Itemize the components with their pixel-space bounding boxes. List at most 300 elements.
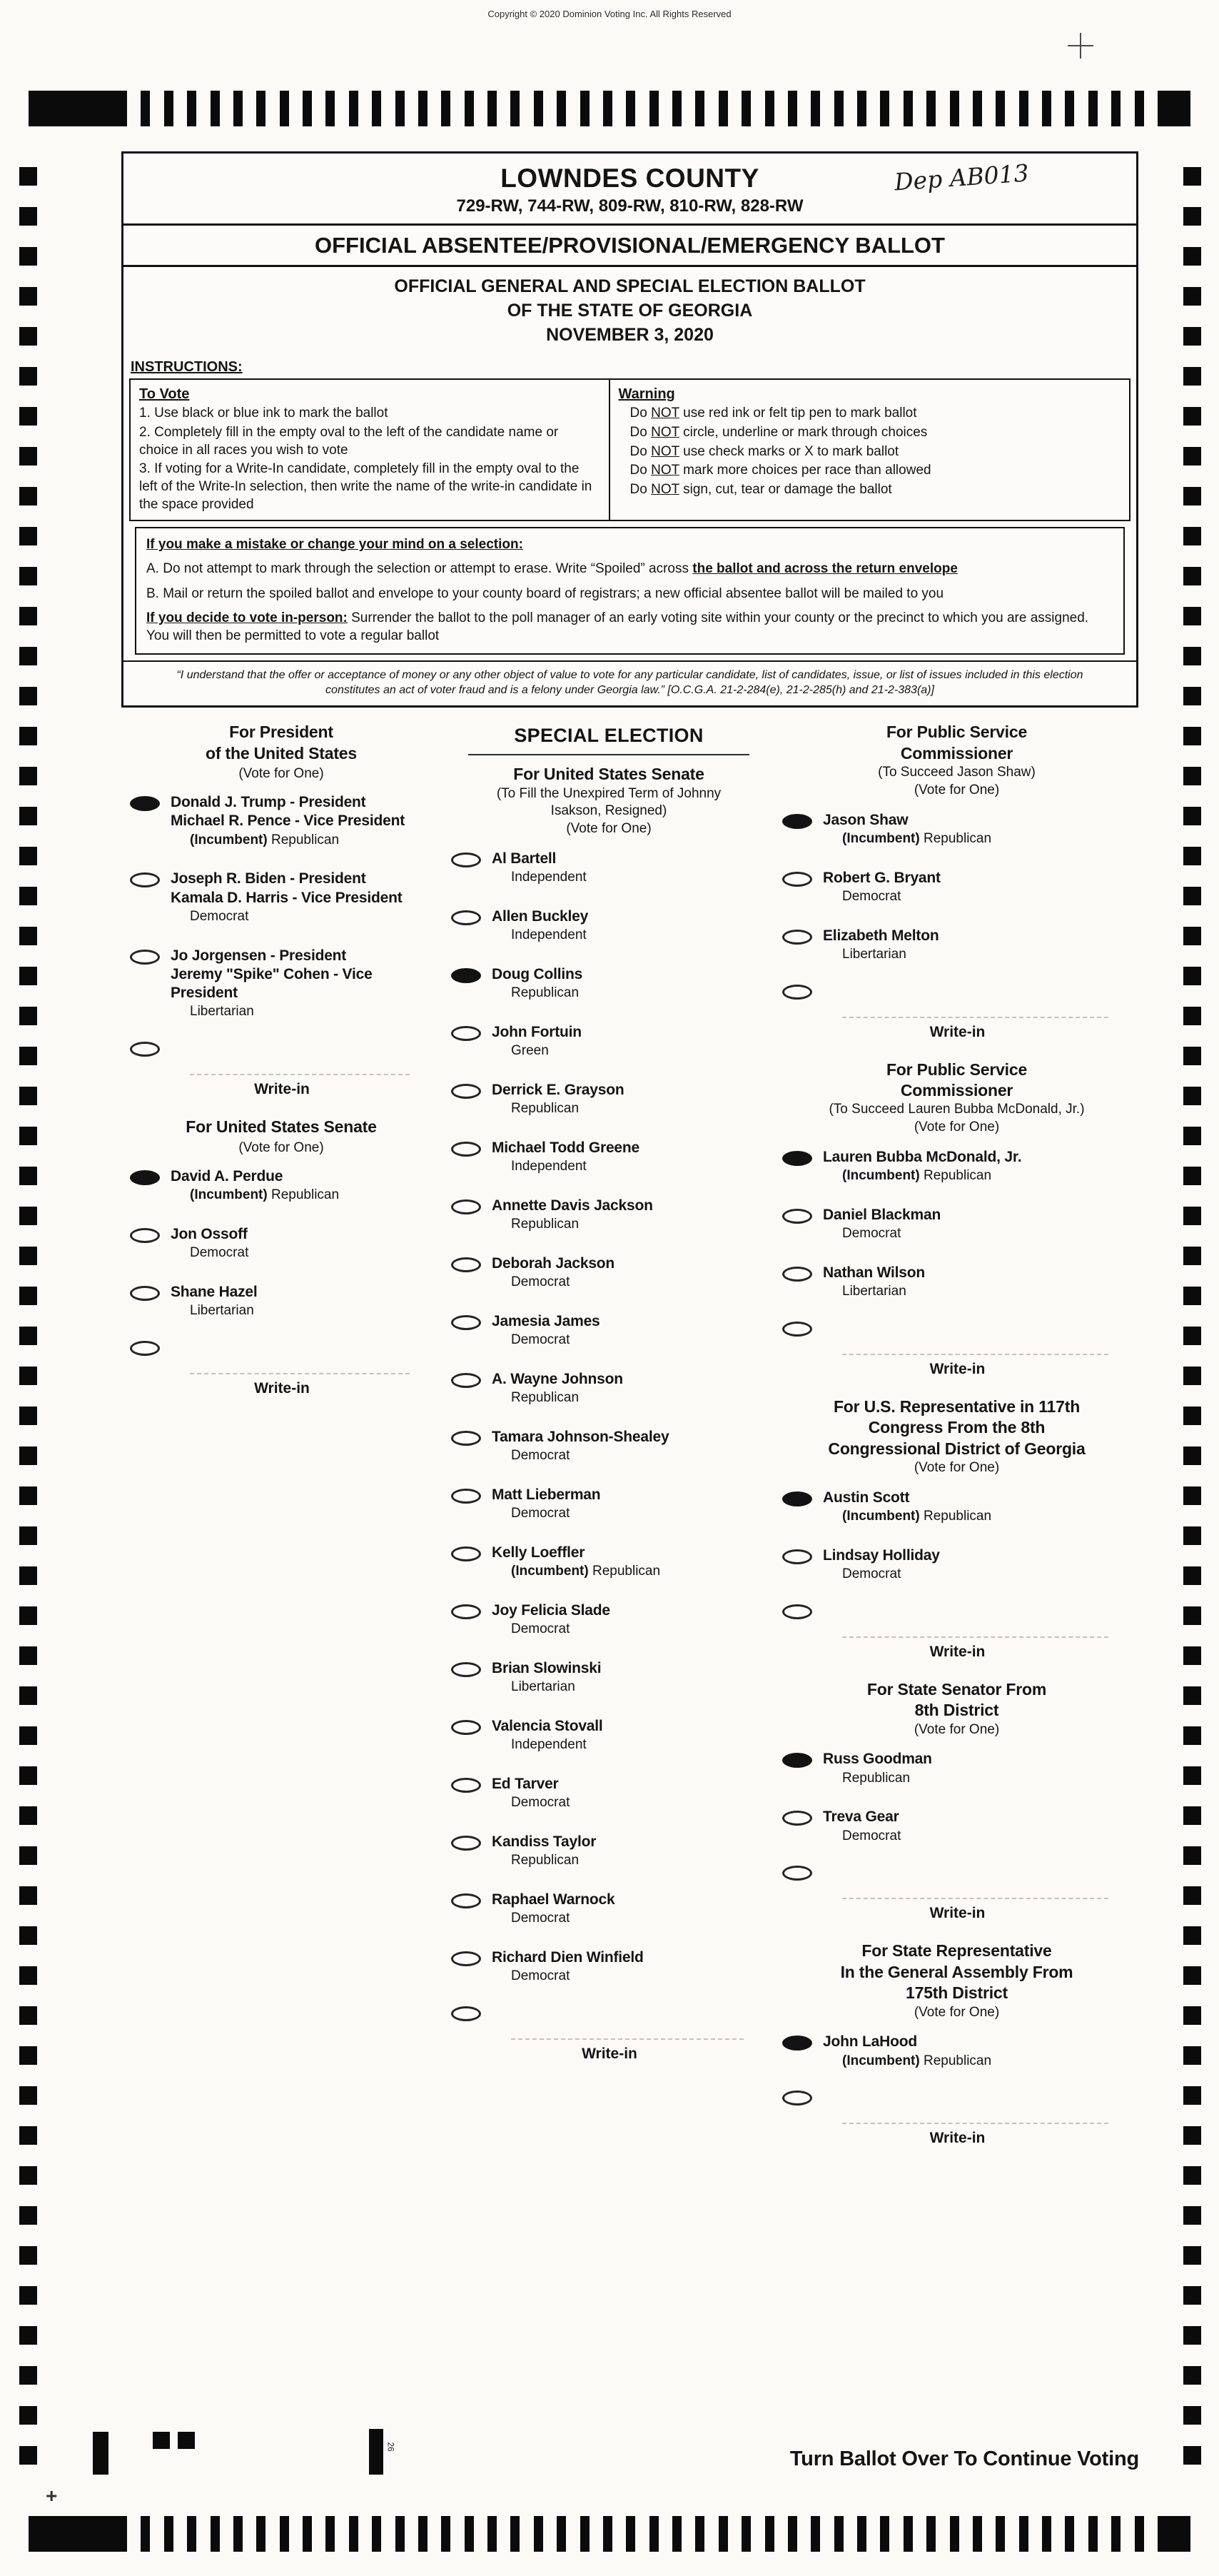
oval-empty[interactable] [451, 1142, 481, 1157]
warning-items [619, 405, 1121, 498]
candidate-party: Libertarian [842, 1284, 906, 1299]
timing-square [19, 367, 37, 386]
timing-bar [765, 2516, 774, 2552]
timing-bar [349, 2516, 358, 2552]
write-in-row [782, 1866, 1133, 1922]
write-in-oval[interactable] [782, 985, 812, 1000]
timing-bar [303, 2516, 312, 2552]
timing-bar [904, 2516, 913, 2552]
timing-square [19, 167, 37, 186]
candidate-row [451, 1370, 768, 1407]
write-in-line [842, 1017, 1108, 1018]
candidate-party: Libertarian [190, 1302, 254, 1318]
cross-horizontal [1068, 45, 1093, 46]
contest [450, 764, 768, 2063]
oval-empty[interactable] [451, 1836, 481, 1851]
candidate-row [451, 1544, 768, 1580]
timing-bar [441, 2516, 450, 2552]
oval-empty[interactable] [782, 872, 812, 887]
contest-subtitle: (To Succeed Lauren Bubba McDonald, Jr.) [829, 1102, 1085, 1117]
write-in-oval[interactable] [782, 1604, 812, 1619]
timing-square [1183, 927, 1201, 945]
candidate-party: (Incumbent) Republican [190, 1187, 340, 1202]
timing-square [1183, 2246, 1201, 2265]
timing-bar [1088, 2516, 1098, 2552]
timing-bar [280, 91, 289, 126]
oval-empty[interactable] [451, 1951, 481, 1966]
timing-bar [626, 91, 635, 126]
timing-square [19, 767, 37, 785]
candidate-name: Daniel Blackman [823, 1206, 941, 1223]
candidate-name: Kandiss Taylor [492, 1833, 597, 1850]
timing-square [19, 1447, 37, 1465]
timing-square [1183, 1726, 1201, 1745]
timing-square [19, 1766, 37, 1785]
oval-empty[interactable] [451, 1662, 481, 1677]
candidate-party: (Incumbent) Republican [842, 1509, 992, 1524]
candidate-text [492, 1775, 570, 1811]
timing-bar [580, 91, 590, 126]
candidate-row [451, 1254, 768, 1291]
incumbent-tag: (Incumbent) [842, 1509, 920, 1524]
write-in-oval[interactable] [782, 1866, 812, 1881]
timing-square [1183, 1127, 1201, 1145]
contest-header [781, 1060, 1133, 1137]
timing-square [1183, 2046, 1201, 2065]
timing-bar [695, 91, 704, 126]
timing-bar [510, 2516, 520, 2552]
write-in-row [130, 1042, 434, 1098]
timing-bar [880, 2516, 889, 2552]
timing-square [1183, 1327, 1201, 1345]
contest [781, 722, 1133, 1040]
write-in-oval[interactable] [130, 1341, 160, 1356]
timing-square [19, 607, 37, 625]
timing-square [1183, 247, 1201, 266]
oval-empty[interactable] [451, 1026, 481, 1041]
timing-square [1183, 727, 1201, 745]
candidate-text [492, 965, 582, 1002]
timing-square [1183, 2446, 1201, 2465]
timing-square [19, 1247, 37, 1265]
candidate-text [823, 1546, 940, 1583]
timing-square [19, 727, 37, 745]
contest-header [128, 1117, 434, 1155]
timing-bar [418, 2516, 428, 2552]
oval-empty[interactable] [782, 1811, 812, 1826]
oval-empty[interactable] [451, 910, 481, 925]
candidate-text [492, 1428, 669, 1464]
contest-header [128, 722, 434, 782]
timing-square [19, 527, 37, 545]
timing-bar [233, 91, 243, 126]
candidate-text [492, 1544, 660, 1580]
timing-square [1183, 367, 1201, 386]
warning-title-text: Warning [618, 386, 675, 403]
candidate-row [451, 1891, 768, 1927]
timing-bar [510, 91, 520, 126]
timing-square [19, 1486, 37, 1505]
timing-square [1183, 1447, 1201, 1465]
candidate-name: Lindsay Holliday [823, 1546, 940, 1564]
oval-empty[interactable] [451, 1199, 481, 1214]
timing-square [19, 687, 37, 705]
timing-bar [880, 91, 889, 126]
ballot-column-1 [121, 722, 441, 2165]
oval-filled[interactable] [451, 968, 481, 983]
felony-notice: “I understand that the offer or acceptance of money or any other object of value to vote for any particular candidate, list of candidates, issue, or list of issues included in this election constitutes an act of voter fraud and is a felony under Georgia law.” [O.C.G.A. 21-2-284(e), 21-2-285(h) and 21-2-383(a)] [123, 660, 1136, 706]
timing-marks-bottom [29, 2516, 1190, 2552]
timing-bar [926, 91, 936, 126]
mistake-item-b: B. Mail or return the spoiled ballot and envelope to your county board of registrars; a new official absentee ballot will be mailed to you [146, 585, 944, 601]
write-in-line [190, 1373, 410, 1374]
stub-mark-square [153, 2432, 170, 2449]
incumbent-tag: (Incumbent) [842, 1168, 920, 1184]
oval-filled[interactable] [782, 1151, 812, 1166]
write-in-line [842, 1898, 1108, 1899]
oval-empty[interactable] [130, 950, 160, 965]
candidate-party: Independent [511, 1737, 587, 1753]
stub-mark-square [178, 2432, 195, 2449]
timing-bar [996, 91, 1005, 126]
timing-bar [1135, 91, 1144, 126]
oval-empty[interactable] [782, 1209, 812, 1224]
contest-title: For State Senator From [866, 1679, 1047, 1699]
oval-filled[interactable] [782, 814, 812, 829]
write-in-label: Write-in [582, 2045, 637, 2062]
candidate-name: Derrick E. Grayson [492, 1081, 624, 1098]
timing-bar [811, 91, 820, 126]
warning-item: Do NOT use check marks or X to mark ballot [629, 443, 899, 459]
in-person-paragraph [146, 609, 1113, 645]
timing-square [19, 407, 37, 426]
timing-square [19, 1007, 37, 1025]
oval-empty[interactable] [451, 1489, 481, 1504]
timing-bar [1042, 91, 1051, 126]
timing-square [1183, 2326, 1201, 2345]
timing-block [29, 91, 127, 126]
timing-bar [1111, 91, 1121, 126]
oval-empty[interactable] [451, 1373, 481, 1388]
write-in-row [451, 2006, 768, 2063]
timing-bar [672, 91, 682, 126]
contest-header [781, 722, 1133, 799]
timing-bar [603, 91, 612, 126]
ballot-column-3 [777, 722, 1137, 2165]
write-in-oval[interactable] [782, 2091, 812, 2105]
contest-title: For United States Senate [186, 1117, 377, 1137]
candidate-name: Joy Felicia Slade [492, 1601, 610, 1619]
banner-divider [468, 754, 749, 755]
write-in-oval[interactable] [782, 1322, 812, 1337]
candidate-name: Jon Ossoff [171, 1225, 248, 1242]
timing-square [19, 1207, 37, 1225]
ballot-column-2 [441, 722, 777, 2165]
contest-subtitle: Isakson, Resigned) [550, 803, 667, 819]
candidate-row [451, 850, 768, 886]
timing-square [19, 1287, 37, 1305]
write-in-line [842, 2123, 1108, 2124]
timing-square [1183, 567, 1201, 585]
oval-filled[interactable] [782, 2036, 812, 2051]
timing-bar [857, 91, 866, 126]
to-vote-title [139, 385, 600, 403]
copyright-line: Copyright © 2020 Dominion Voting Inc. All Rights Reserved [487, 9, 732, 19]
contest [781, 1941, 1133, 2147]
timing-square [19, 247, 37, 266]
candidate-party: Republican [511, 1853, 580, 1868]
candidate-party: Republican [842, 1770, 911, 1786]
write-in-line [842, 1354, 1108, 1355]
timing-square [1183, 1606, 1201, 1625]
candidate-name: Michael Todd Greene [492, 1139, 640, 1156]
election-title-line1: OFFICIAL GENERAL AND SPECIAL ELECTION BALLOT [394, 276, 866, 296]
timing-bar [372, 2516, 381, 2552]
timing-block [29, 2516, 127, 2552]
oval-filled[interactable] [782, 1491, 812, 1506]
warning-title [619, 385, 1121, 403]
instructions-table [129, 378, 1131, 521]
oval-empty[interactable] [451, 1257, 481, 1272]
timing-square [19, 2326, 37, 2345]
timing-square [19, 1726, 37, 1745]
timing-bar [649, 91, 659, 126]
instructions-label: INSTRUCTIONS: [131, 359, 243, 376]
timing-bar [950, 91, 959, 126]
candidate-party: Republican [511, 1101, 580, 1117]
timing-bar [834, 2516, 844, 2552]
candidate-name: Annette Davis Jackson [492, 1197, 653, 1214]
ballot-content [121, 151, 1138, 2165]
candidate-text [492, 1601, 610, 1638]
contest-title: For Public Service [886, 723, 1028, 742]
candidate-row [782, 1206, 1133, 1242]
oval-empty[interactable] [451, 1431, 481, 1446]
to-vote-item: 1. Use black or blue ink to mark the ballot [139, 406, 388, 421]
timing-bar [164, 91, 173, 126]
oval-filled[interactable] [782, 1753, 812, 1768]
timing-bar [534, 91, 543, 126]
write-in-oval[interactable] [130, 1042, 160, 1057]
election-title-line2: OF THE STATE OF GEORGIA [507, 300, 753, 321]
ballot-type-title: OFFICIAL ABSENTEE/PROVISIONAL/EMERGENCY BALLOT [123, 223, 1136, 265]
candidate-row [782, 1808, 1133, 1844]
timing-square [19, 1686, 37, 1705]
timing-square [1183, 967, 1201, 985]
not-emphasis: NOT [651, 443, 679, 459]
stub-mark-bar [93, 2432, 108, 2475]
candidate-name: Treva Gear [823, 1808, 899, 1826]
timing-square [1183, 887, 1201, 905]
timing-bar [349, 91, 358, 126]
contest-title: For President [229, 723, 333, 742]
oval-filled[interactable] [130, 796, 160, 811]
candidate-text [823, 811, 991, 847]
candidate-party: Democrat [511, 1274, 570, 1290]
timing-bar [973, 2516, 982, 2552]
oval-empty[interactable] [451, 1720, 481, 1735]
oval-empty[interactable] [130, 1228, 160, 1243]
mistake-section [135, 527, 1125, 654]
timing-bar [141, 2516, 150, 2552]
in-person-text: Surrender the ballot to the poll manager of an early voting site within your county or the precinct to which you are assigned. You will then be permitted to vote a regular ballot [146, 610, 1089, 643]
timing-block [1158, 2516, 1190, 2552]
candidate-text [492, 850, 587, 886]
oval-empty[interactable] [451, 1084, 481, 1099]
timing-square [19, 887, 37, 905]
timing-square [1183, 687, 1201, 705]
in-person-heading: If you decide to vote in-person: [146, 610, 348, 625]
timing-bar [256, 91, 265, 126]
contest-title: Commissioner [900, 1081, 1013, 1100]
contest-subtitle: (To Fill the Unexpired Term of Johnny [496, 785, 722, 801]
oval-empty[interactable] [451, 1604, 481, 1619]
timing-bar [1019, 91, 1028, 126]
candidate-row [451, 1139, 768, 1175]
incumbent-tag: (Incumbent) [511, 1564, 589, 1579]
candidate-party: Democrat [842, 1828, 901, 1843]
timing-square [19, 1566, 37, 1585]
contest [781, 1060, 1133, 1378]
to-vote-title-text: To Vote [139, 386, 190, 403]
candidate-row [451, 1486, 768, 1522]
candidate-name: Ed Tarver [492, 1775, 559, 1792]
oval-empty[interactable] [451, 1546, 481, 1561]
timing-bar [465, 91, 474, 126]
timing-square [1183, 807, 1201, 825]
candidate-row [451, 965, 768, 1002]
write-in-row [130, 1341, 434, 1397]
candidate-text [823, 1750, 932, 1786]
timing-bar [626, 2516, 635, 2552]
candidate-text [492, 1254, 614, 1291]
oval-empty[interactable] [451, 852, 481, 867]
candidate-name: Robert G. Bryant [823, 869, 941, 886]
timing-square [19, 1367, 37, 1385]
contest-subtitle: (Vote for One) [914, 1120, 1000, 1135]
candidate-text [823, 2033, 991, 2069]
timing-square [19, 927, 37, 945]
timing-bar [904, 91, 913, 126]
timing-square [1183, 1926, 1201, 1945]
timing-bar [187, 2516, 196, 2552]
vote-for-instruction: (Vote for One) [238, 766, 324, 782]
special-election-banner: SPECIAL ELECTION [514, 725, 704, 747]
timing-bar [487, 2516, 497, 2552]
oval-empty[interactable] [451, 1893, 481, 1908]
registration-cross-icon [1068, 33, 1093, 59]
contest-subtitle: (To Succeed Jason Shaw) [878, 765, 1036, 780]
candidate-party: (Incumbent) Republican [842, 1168, 992, 1184]
timing-bar [834, 91, 844, 126]
oval-empty[interactable] [782, 930, 812, 945]
write-in-line [842, 1636, 1108, 1638]
candidate-row [451, 1775, 768, 1811]
candidate-party: (Incumbent) Republican [842, 2053, 992, 2068]
timing-bar [950, 2516, 959, 2552]
not-emphasis: NOT [651, 424, 679, 440]
candidate-row [130, 947, 434, 1021]
candidate-name: Allen Buckley [492, 907, 589, 925]
timing-square [19, 2086, 37, 2105]
timing-bar [1111, 2516, 1121, 2552]
timing-square [1183, 1806, 1201, 1825]
candidate-party: Republican [511, 1390, 580, 1406]
election-date: NOVEMBER 3, 2020 [546, 324, 714, 345]
candidate-name: Elizabeth Melton [823, 927, 939, 944]
candidate-row [451, 1312, 768, 1349]
candidate-text [492, 1370, 623, 1407]
timing-bar [765, 91, 774, 126]
timing-square [1183, 2206, 1201, 2225]
candidate-name: Richard Dien Winfield [492, 1948, 644, 1966]
contest-subtitle: (Vote for One) [914, 1460, 1000, 1476]
vote-for-instruction: (Vote for One) [238, 1139, 324, 1155]
corner-plus-mark: + [46, 2485, 58, 2507]
candidate-text [171, 947, 434, 1021]
timing-square [19, 1526, 37, 1545]
timing-square [19, 1127, 37, 1145]
timing-square [1183, 2406, 1201, 2425]
candidate-name: Jeremy "Spike" Cohen - Vice President [171, 965, 373, 1002]
timing-square [19, 2446, 37, 2465]
oval-filled[interactable] [130, 1170, 160, 1185]
candidate-name: Deborah Jackson [492, 1254, 615, 1272]
write-in-oval[interactable] [451, 2006, 481, 2021]
write-in-row [782, 1604, 1133, 1661]
oval-empty[interactable] [451, 1778, 481, 1793]
contest-header [781, 1941, 1133, 2021]
candidate-party: Democrat [842, 1566, 901, 1582]
oval-empty[interactable] [130, 872, 160, 887]
oval-empty[interactable] [782, 1267, 812, 1282]
timing-bar [534, 2516, 543, 2552]
candidate-text [492, 1081, 624, 1117]
candidate-row [782, 1489, 1133, 1525]
candidate-party: Democrat [842, 888, 901, 904]
stub-number: 26 [385, 2442, 396, 2452]
candidate-text [492, 1197, 653, 1233]
timing-square [19, 2046, 37, 2065]
candidate-row [782, 1148, 1133, 1184]
candidate-name: A. Wayne Johnson [492, 1370, 623, 1387]
timing-square [1183, 767, 1201, 785]
contest-title: Congressional District of Georgia [828, 1439, 1086, 1458]
candidate-text [823, 927, 939, 963]
candidate-party: Democrat [511, 1621, 570, 1637]
timing-marks-right [1183, 167, 1201, 2465]
timing-square [19, 1327, 37, 1345]
candidate-row [782, 869, 1133, 905]
timing-square [19, 1407, 37, 1425]
candidate-row [451, 1428, 768, 1464]
oval-empty[interactable] [451, 1315, 481, 1330]
oval-empty[interactable] [782, 1549, 812, 1564]
timing-bar [1065, 91, 1074, 126]
contest-subtitle: (Vote for One) [914, 782, 1000, 798]
election-title [123, 265, 1136, 353]
to-vote-box [131, 380, 610, 520]
candidate-text [492, 1717, 603, 1754]
oval-empty[interactable] [130, 1286, 160, 1301]
timing-square [19, 647, 37, 665]
timing-bar [256, 2516, 265, 2552]
timing-square [1183, 1526, 1201, 1545]
candidate-text [492, 1486, 600, 1522]
timing-square [1183, 2366, 1201, 2385]
contest [128, 1117, 434, 1397]
timing-square [19, 1087, 37, 1105]
